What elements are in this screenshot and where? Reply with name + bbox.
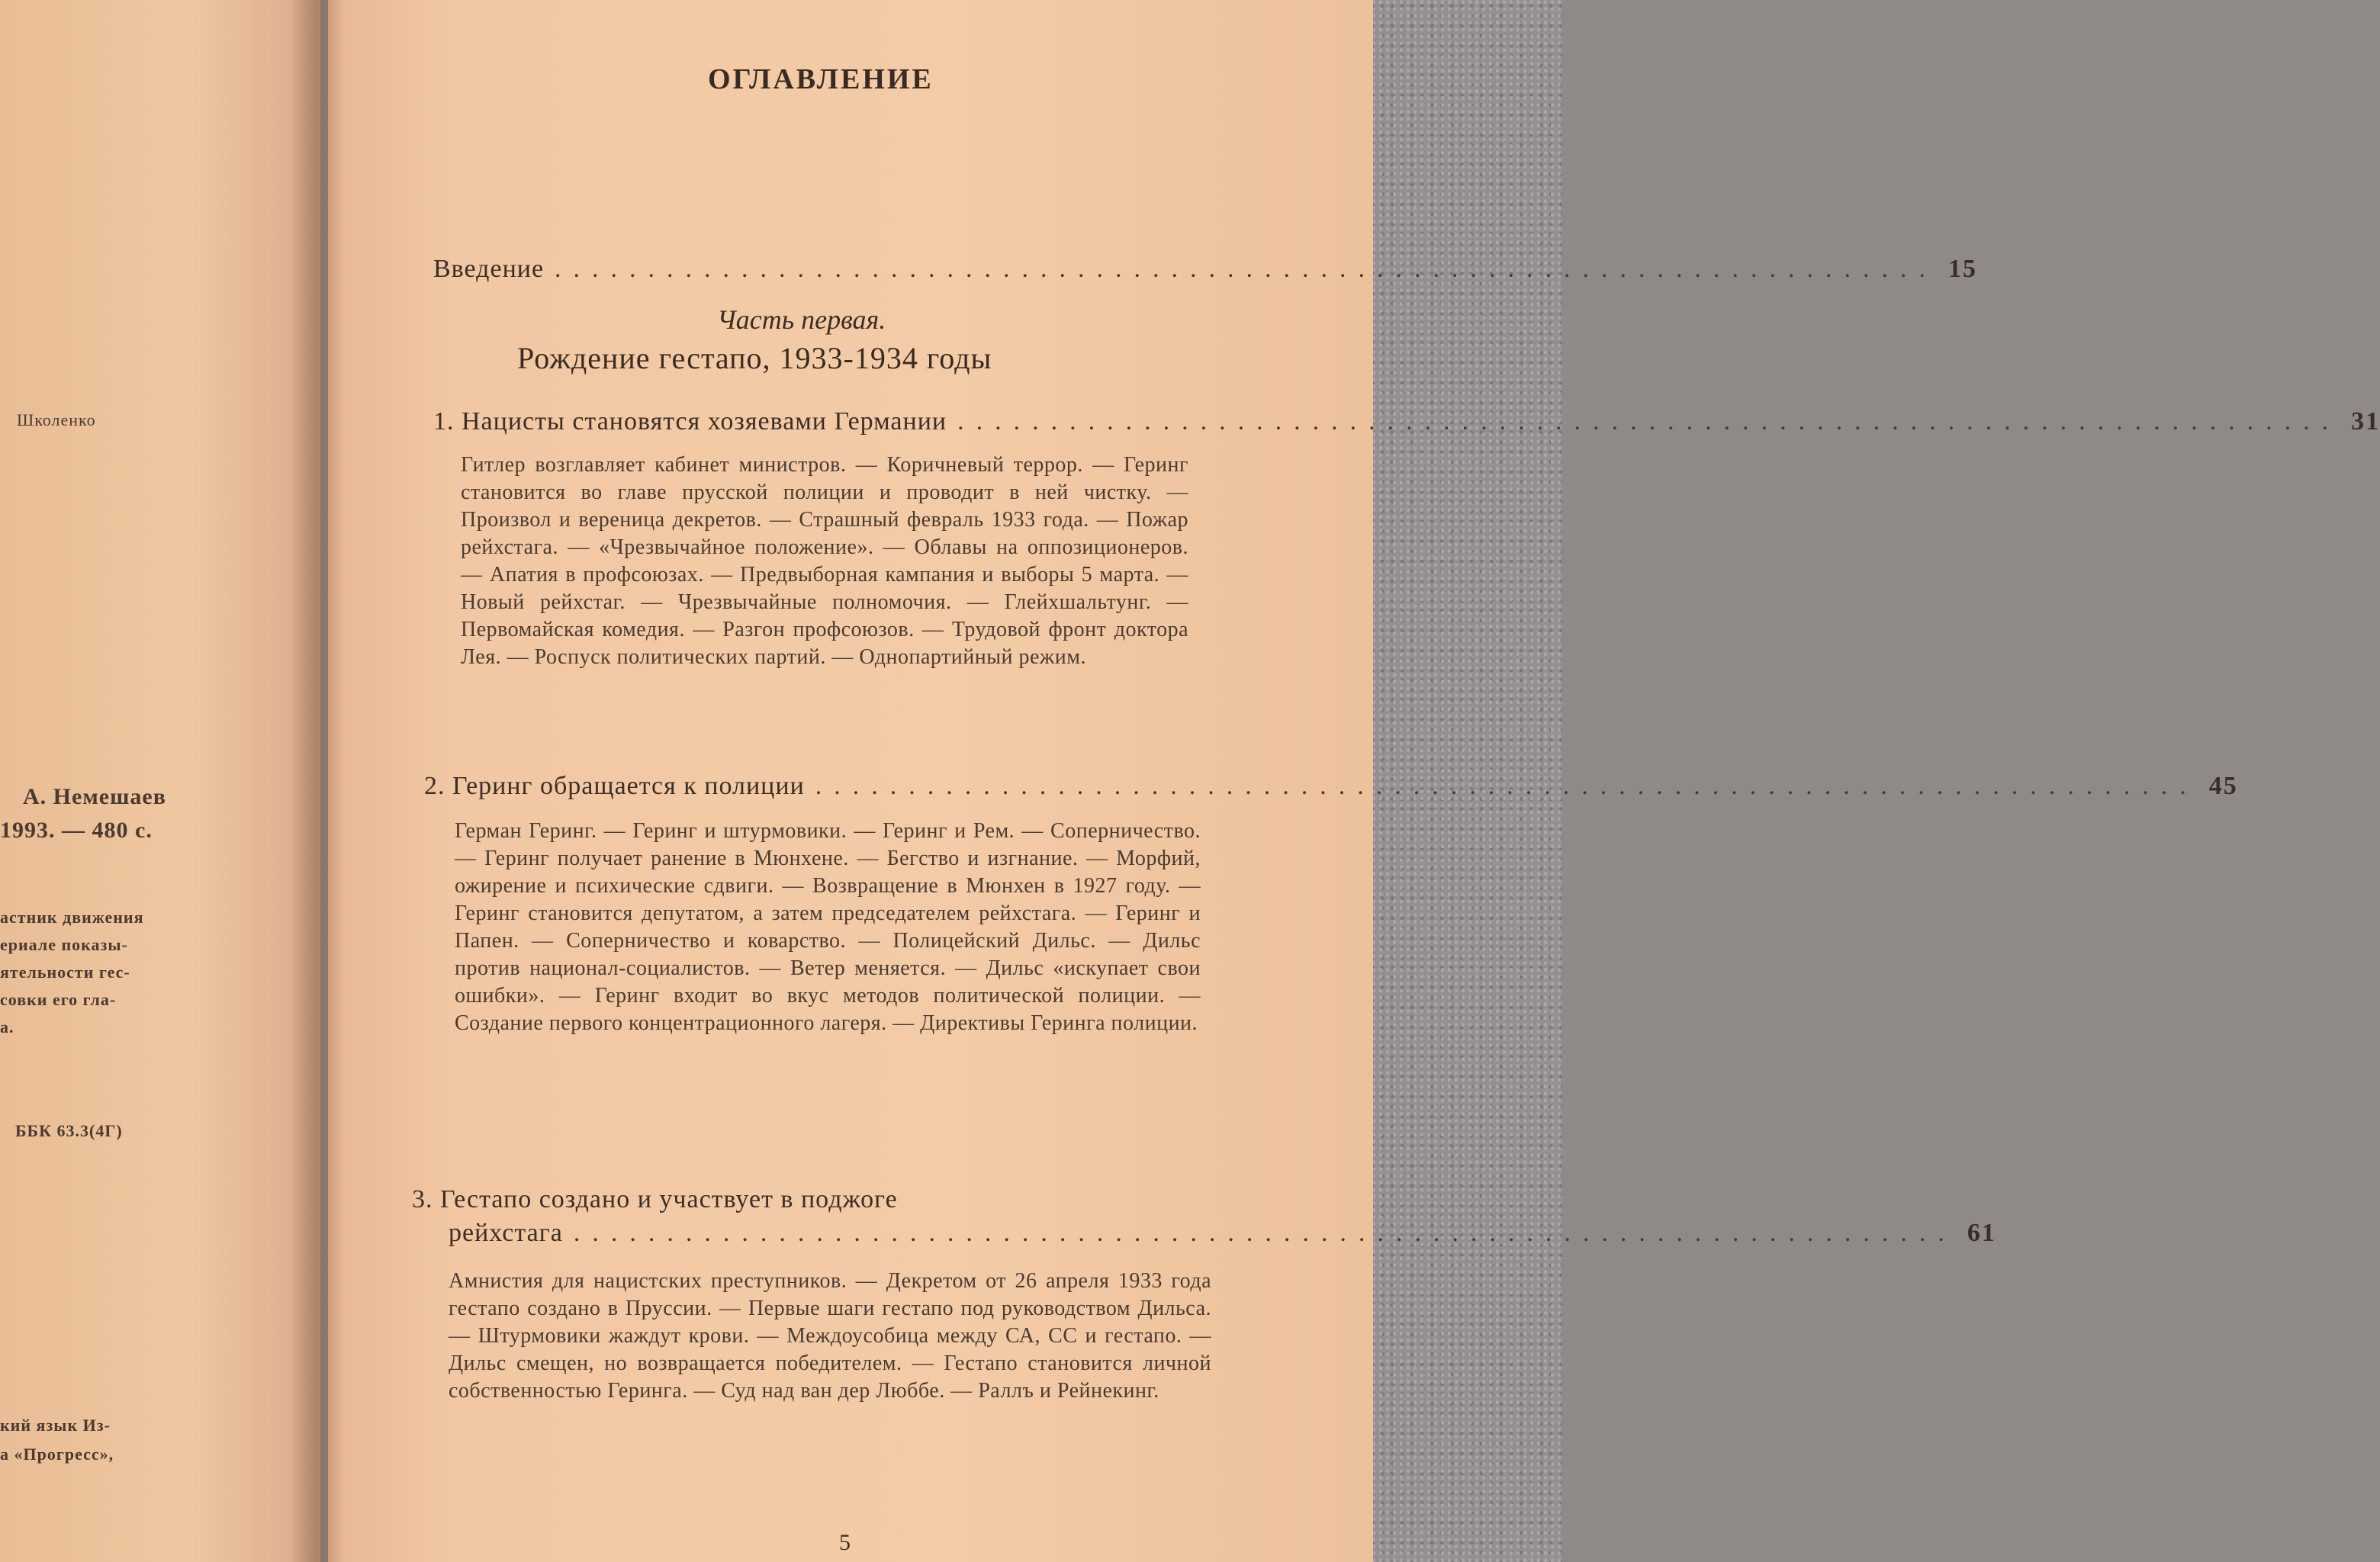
page-number: 5	[839, 1530, 851, 1555]
toc-entry-label: 3. Гестапо создано и участвует в поджоге	[412, 1185, 898, 1213]
toc-page-number: 15	[1948, 255, 1978, 283]
part-label: Часть первая.	[717, 304, 886, 335]
toc-entry-introduction	[433, 255, 1978, 284]
left-page-fragment: Школенко	[17, 410, 96, 429]
left-page-fragment: а «Прогресс»,	[0, 1445, 114, 1464]
toc-entry-chapter-3	[449, 1219, 1996, 1248]
toc-entry-label: 2. Геринг обращается к полиции	[424, 772, 805, 800]
toc-entry-chapter-2	[424, 772, 2238, 801]
leader-dots: ..........................................................................	[815, 772, 2198, 800]
leader-dots: ..........................................................................	[957, 407, 2341, 435]
left-page-fragment: ятельности гес-	[0, 963, 130, 982]
book-gutter	[290, 0, 343, 1562]
toc-entry-chapter-1	[433, 407, 2380, 436]
left-page-fragment: ериале показы-	[0, 935, 128, 954]
left-page-fragment: кий язык Из-	[0, 1416, 111, 1435]
toc-page-number: 61	[1967, 1219, 1996, 1247]
toc-entry-label: 1. Нацисты становятся хозяевами Германии	[433, 407, 947, 435]
chapter-summary: Гитлер возглавляет кабинет министров. — Коричневый террор. — Геринг становится во главе прусской полиции и проводит в ней чистку. — Произвол и вереница декретов. — Страшный февраль 1933 года. — Пожар рейхстага. — «Чрезвычайное положение». — Облавы на оппозиционеров. — Апатия в профсоюзах. — Предвыборная кампания и выборы 5 марта. — Новый рейхстаг. — Чрезвычайные полномочия. — Глейхшальтунг. — Первомайская комедия. — Разгон профсоюзов. — Трудовой фронт доктора Лея. — Роспуск политических партий. — Однопартийный режим.	[461, 453, 1188, 669]
page-title: ОГЛАВЛЕНИЕ	[708, 63, 934, 95]
left-page-fragment: 1993. — 480 с.	[0, 818, 153, 843]
left-page-fragment: совки его гла-	[0, 990, 117, 1009]
left-page-fragment: А. Немешаев	[23, 784, 166, 809]
chapter-summary: Амнистия для нацистских преступников. — Декретом от 26 апреля 1933 года гестапо создано в Пруссии. — Первые шаги гестапо под руководством Дильса. — Штурмовики жаждут крови. — Междоусобица между СА, СС и гестапо. — Дильс смещен, но возвращается победителем. — Гестапо становится личной собственностью Геринга. — Суд над ван дер Люббе. — Раллъ и Рейнекинг.	[449, 1269, 1211, 1403]
left-page	[0, 0, 320, 1562]
leader-dots: ..........................................................................	[573, 1219, 1957, 1247]
leader-dots: ..........................................................................	[555, 255, 1938, 283]
toc-entry-label: Введение	[433, 255, 545, 283]
toc-entry-chapter-3-title	[412, 1185, 898, 1214]
toc-page-number: 45	[2208, 772, 2238, 800]
part-title: Рождение гестапо, 1933-1934 годы	[517, 341, 992, 375]
left-page-fragment: ББК 63.3(4Г)	[15, 1121, 123, 1140]
left-page-fragment: астник движения	[0, 908, 144, 927]
toc-page-number: 31	[2351, 407, 2380, 435]
chapter-summary: Герман Геринг. — Геринг и штурмовики. — Геринг и Рем. — Соперничество. — Геринг получает ранение в Мюнхене. — Бегство и изгнание. — Морфий, ожирение и психические сдвиги. — Возвращение в Мюнхен в 1927 году. — Геринг становится депутатом, а затем председателем рейхстага. — Геринг и Папен. — Соперничество и коварство. — Полицейский Дильс. — Дильс против национал-социалистов. — Ветер меняется. — Дильс «искупает свои ошибки». — Геринг входит во вкус методов политической полиции. — Создание первого концентрационного лагеря. — Директивы Геринга полиции.	[455, 819, 1201, 1035]
toc-entry-label: рейхстага	[449, 1219, 563, 1247]
left-page-fragment: а.	[0, 1017, 14, 1037]
